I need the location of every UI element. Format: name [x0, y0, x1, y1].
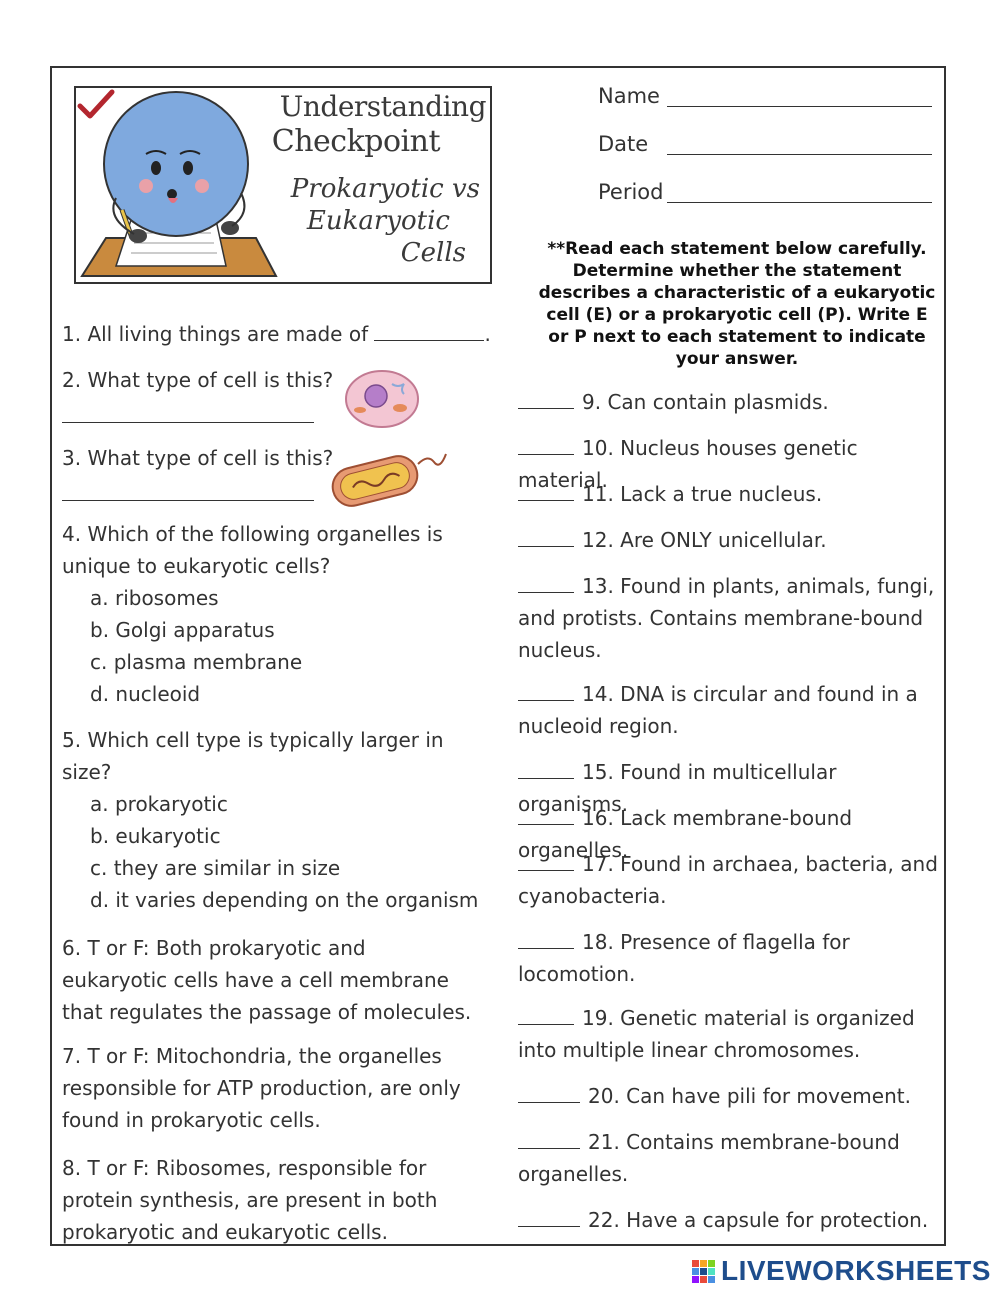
worksheet — [50, 66, 946, 1246]
statement-20-answer[interactable] — [518, 1084, 580, 1103]
statement-15-answer[interactable] — [518, 760, 574, 779]
statement-22-answer[interactable] — [518, 1208, 580, 1227]
statement-22-text: 22. Have a capsule for protection. — [588, 1208, 929, 1232]
logo-grid-icon — [692, 1260, 715, 1283]
banner-subtitle-line1: Prokaryotic vs — [290, 174, 480, 204]
banner-subtitle-line3: Cells — [400, 238, 466, 268]
name-field[interactable] — [667, 106, 932, 107]
question-4-option-c[interactable]: c. plasma membrane — [90, 650, 303, 674]
statement-14-answer[interactable] — [518, 682, 574, 701]
statement-21-text: 21. Contains membrane-bound organelles. — [518, 1130, 900, 1186]
statement-16-text: 16. Lack membrane-bound organelles. — [518, 806, 853, 862]
banner-subtitle-line2: Eukaryotic — [306, 206, 450, 236]
statement-21 — [518, 1126, 938, 1190]
statement-14-text: 14. DNA is circular and found in a nucleoid region. — [518, 682, 918, 738]
instructions: **Read each statement below carefully. Determine whether the statement describes a characteristic of a eukaryotic cell (E) or a prokaryotic cell (P). Write E or P next to each statement to indicate your answer. — [538, 239, 936, 369]
question-4-option-d[interactable]: d. nucleoid — [90, 682, 201, 706]
banner-title-line2: Checkpoint — [271, 124, 440, 159]
period-field[interactable] — [667, 202, 932, 203]
statement-9-answer[interactable] — [518, 390, 574, 409]
question-6-text: 6. T or F: Both prokaryotic and eukaryotic cells have a cell membrane that regulates the passage of molecules. — [62, 936, 472, 1024]
prokaryotic-cell-image — [322, 444, 448, 510]
statement-17-answer[interactable] — [518, 852, 574, 871]
question-4-text: 4. Which of the following organelles is unique to eukaryotic cells? — [62, 522, 443, 578]
question-1 — [62, 318, 492, 350]
statement-17-text: 17. Found in archaea, bacteria, and cyanobacteria. — [518, 852, 938, 908]
banner-title-line1: Understanding — [279, 90, 486, 123]
statement-12 — [518, 524, 938, 556]
statement-18-answer[interactable] — [518, 930, 574, 949]
question-8-text: 8. T or F: Ribosomes, responsible for protein synthesis, are present in both prokaryotic and eukaryotic cells. — [62, 1156, 438, 1244]
date-field[interactable] — [667, 154, 932, 155]
checkmark-icon — [76, 88, 116, 122]
statement-17 — [518, 848, 938, 912]
question-3-answer[interactable] — [62, 500, 314, 501]
question-5-option-d[interactable]: d. it varies depending on the organism — [90, 888, 479, 912]
statement-22 — [518, 1204, 938, 1236]
question-1-answer[interactable] — [374, 340, 484, 341]
statement-13-text: 13. Found in plants, animals, fungi, and protists. Contains membrane-bound nucleus. — [518, 574, 935, 662]
name-label: Name — [598, 84, 660, 108]
question-1-text: 1. All living things are made of — [62, 322, 369, 346]
statement-12-text: 12. Are ONLY unicellular. — [582, 528, 827, 552]
statement-10-answer[interactable] — [518, 436, 574, 455]
statement-14 — [518, 678, 938, 742]
statement-11 — [518, 478, 938, 510]
question-7-text: 7. T or F: Mitochondria, the organelles responsible for ATP production, are only found in prokaryotic cells. — [62, 1044, 461, 1132]
logo-text: LIVEWORKSHEETS — [721, 1255, 991, 1286]
statement-19-answer[interactable] — [518, 1006, 574, 1025]
statement-13 — [518, 570, 938, 666]
question-1-end: . — [484, 322, 491, 346]
date-label: Date — [598, 132, 649, 156]
statement-9-text: 9. Can contain plasmids. — [582, 390, 829, 414]
statement-21-answer[interactable] — [518, 1130, 580, 1149]
title-banner — [74, 86, 492, 284]
eukaryotic-cell-image — [342, 368, 422, 430]
question-5-option-c[interactable]: c. they are similar in size — [90, 856, 341, 880]
statement-20-text: 20. Can have pili for movement. — [588, 1084, 911, 1108]
question-2-text: 2. What type of cell is this? — [62, 368, 334, 392]
question-4-option-a[interactable]: a. ribosomes — [90, 586, 219, 610]
liveworksheets-logo[interactable] — [692, 1255, 991, 1287]
question-5-text: 5. Which cell type is typically larger in size? — [62, 728, 444, 784]
question-3-text: 3. What type of cell is this? — [62, 446, 334, 470]
statement-15-text: 15. Found in multicellular organisms. — [518, 760, 837, 816]
question-2-answer[interactable] — [62, 422, 314, 423]
statement-10-text: 10. Nucleus houses genetic material. — [518, 436, 858, 492]
statement-18 — [518, 926, 938, 990]
statement-11-text: 11. Lack a true nucleus. — [582, 482, 823, 506]
question-5-option-b[interactable]: b. eukaryotic — [90, 824, 221, 848]
statement-18-text: 18. Presence of flagella for locomotion. — [518, 930, 850, 986]
period-label: Period — [598, 180, 664, 204]
statement-9 — [518, 386, 938, 418]
statement-13-answer[interactable] — [518, 574, 574, 593]
question-4-option-b[interactable]: b. Golgi apparatus — [90, 618, 275, 642]
statement-19-text: 19. Genetic material is organized into multiple linear chromosomes. — [518, 1006, 915, 1062]
statement-20 — [518, 1080, 938, 1112]
statement-11-answer[interactable] — [518, 482, 574, 501]
statement-19 — [518, 1002, 938, 1066]
statement-12-answer[interactable] — [518, 528, 574, 547]
question-5-option-a[interactable]: a. prokaryotic — [90, 792, 228, 816]
statement-16-answer[interactable] — [518, 806, 574, 825]
